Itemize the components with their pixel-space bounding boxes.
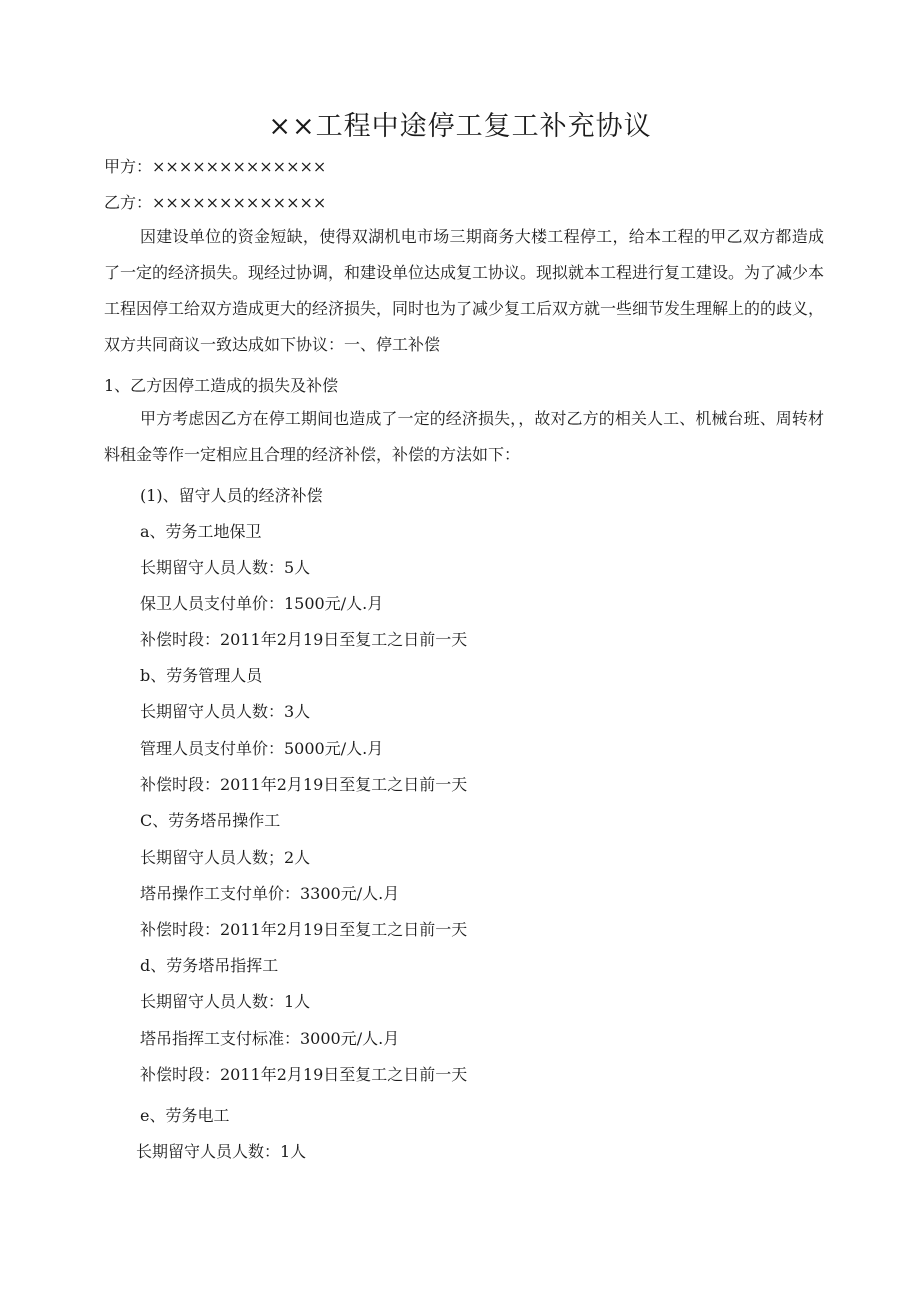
item-count: 长期留守人员人数：5人: [140, 558, 311, 577]
subsection-heading: (1)、留守人员的经济补偿: [140, 486, 323, 505]
item-count: 长期留守人员人数：3人: [140, 702, 311, 721]
item-count: 长期留守人员人数：1人: [140, 992, 311, 1011]
item-period: 补偿时段：2011年2月19日至复工之日前一天: [140, 630, 468, 649]
item-period: 补偿时段：2011年2月19日至复工之日前一天: [140, 920, 468, 939]
item-price: 管理人员支付单价：5000元/人.月: [140, 739, 384, 758]
item-period: 补偿时段：2011年2月19日至复工之日前一天: [140, 1065, 468, 1084]
item-count: 长期留守人员人数；2人: [140, 848, 311, 867]
item-price: 保卫人员支付单价：1500元/人.月: [140, 594, 384, 613]
item-heading: a、劳务工地保卫: [140, 522, 262, 541]
item-price: 塔吊操作工支付单价：3300元/人.月: [140, 884, 400, 903]
item-count: 长期留守人员人数：1人: [136, 1142, 307, 1161]
item-heading: e、劳务电工: [140, 1106, 230, 1125]
item-heading: d、劳务塔吊指挥工: [140, 956, 279, 975]
item-period: 补偿时段：2011年2月19日至复工之日前一天: [140, 775, 468, 794]
section-paragraph: 甲方考虑因乙方在停工期间也造成了一定的经济损失，，故对乙方的相关人工、机械台班、周转材料租金等作一定相应且合理的经济补偿，补偿的方法如下：: [104, 409, 824, 464]
item-price: 塔吊指挥工支付标准：3000元/人.月: [140, 1029, 400, 1048]
item-heading: b、劳务管理人员: [140, 666, 263, 685]
party-b: 乙方：×××××××××××××: [104, 193, 327, 212]
party-a: 甲方：×××××××××××××: [104, 157, 327, 176]
intro-paragraph: 因建设单位的资金短缺，使得双湖机电市场三期商务大楼工程停工，给本工程的甲乙双方都造成了一定的经济损失。现经过协调，和建设单位达成复工协议。现拟就本工程进行复工建设。为了减少本工程因停工给双方造成更大的经济损失，同时也为了减少复工后双方就一些细节发生理解上的的歧义，双方共同商议一致达成如下协议：一、停工补偿: [104, 227, 825, 354]
section-heading: 1、乙方因停工造成的损失及补偿: [104, 376, 339, 395]
document-title: ××工程中途停工复工补充协议: [268, 111, 652, 142]
item-heading: C、劳务塔吊操作工: [140, 811, 281, 830]
